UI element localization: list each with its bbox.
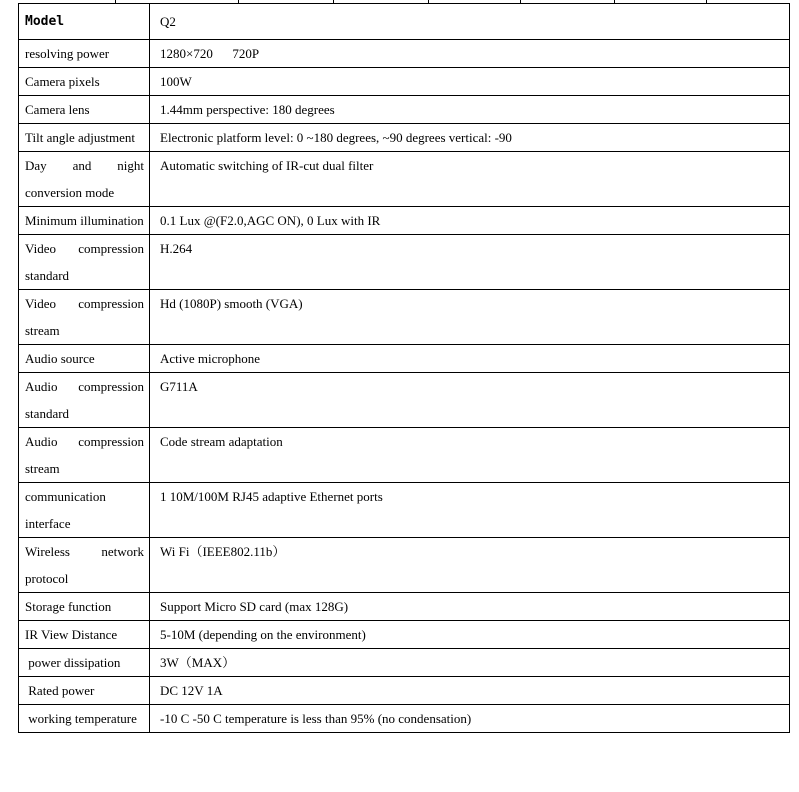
spec-table <box>18 3 790 733</box>
spec-label: IR View Distance <box>19 621 150 649</box>
spec-value: Electronic platform level: 0 ~180 degrees, ~90 degrees vertical: -90 <box>150 124 790 152</box>
table-row <box>19 705 790 733</box>
spec-label: Camera lens <box>19 96 150 124</box>
spec-value: DC 12V 1A <box>150 677 790 705</box>
spec-label: Audio source <box>19 345 150 373</box>
table-row <box>19 649 790 677</box>
spec-label: Audio compression stream <box>19 428 150 483</box>
table-row <box>19 677 790 705</box>
spec-value: Code stream adaptation <box>150 428 790 483</box>
spec-value: G711A <box>150 373 790 428</box>
spec-value: Hd (1080P) smooth (VGA) <box>150 290 790 345</box>
spec-value: Support Micro SD card (max 128G) <box>150 593 790 621</box>
spec-label: working temperature <box>19 705 150 733</box>
table-row <box>19 483 790 538</box>
spec-label: Rated power <box>19 677 150 705</box>
spec-label: Video compression standard <box>19 235 150 290</box>
table-row <box>19 235 790 290</box>
spec-label: communication interface <box>19 483 150 538</box>
spec-label: power dissipation <box>19 649 150 677</box>
spec-value: Q2 <box>150 4 790 40</box>
table-row <box>19 621 790 649</box>
table-row <box>19 373 790 428</box>
spec-label: Wireless network protocol <box>19 538 150 593</box>
spec-value: Active microphone <box>150 345 790 373</box>
table-row <box>19 96 790 124</box>
spec-value: 100W <box>150 68 790 96</box>
spec-value: Wi Fi（IEEE802.11b） <box>150 538 790 593</box>
spec-value: -10 C -50 C temperature is less than 95% (no condensation) <box>150 705 790 733</box>
table-row <box>19 593 790 621</box>
table-row <box>19 428 790 483</box>
table-row <box>19 68 790 96</box>
spec-label: Camera pixels <box>19 68 150 96</box>
spec-value: H.264 <box>150 235 790 290</box>
spec-label: Day and night conversion mode <box>19 152 150 207</box>
table-row <box>19 4 790 40</box>
spec-value: 5-10M (depending on the environment) <box>150 621 790 649</box>
table-row <box>19 152 790 207</box>
table-row <box>19 124 790 152</box>
spec-value: 1280×720 720P <box>150 40 790 68</box>
spec-label: resolving power <box>19 40 150 68</box>
spec-value: 3W（MAX） <box>150 649 790 677</box>
table-row <box>19 40 790 68</box>
spec-value: 0.1 Lux @(F2.0,AGC ON), 0 Lux with IR <box>150 207 790 235</box>
spec-value: 1 10M/100M RJ45 adaptive Ethernet ports <box>150 483 790 538</box>
spec-label: Minimum illumination <box>19 207 150 235</box>
table-row <box>19 345 790 373</box>
spec-label: Storage function <box>19 593 150 621</box>
spec-label: Audio compression standard <box>19 373 150 428</box>
spec-value: Automatic switching of IR-cut dual filter <box>150 152 790 207</box>
table-row <box>19 207 790 235</box>
spec-label: Tilt angle adjustment <box>19 124 150 152</box>
spec-value: 1.44mm perspective: 180 degrees <box>150 96 790 124</box>
spec-label: Model <box>19 4 150 40</box>
table-row <box>19 538 790 593</box>
table-row <box>19 290 790 345</box>
spec-label: Video compression stream <box>19 290 150 345</box>
